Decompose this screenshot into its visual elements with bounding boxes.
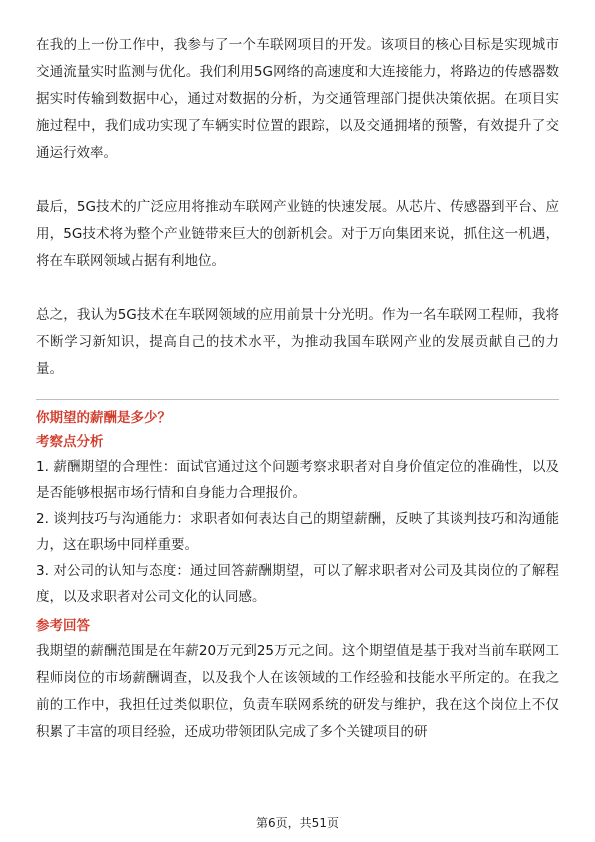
answer-text: 我期望的薪酬范围是在年薪20万元到25万元之间。这个期望值是基于我对当前车联网工程师岗位的市场薪酬调查，以及我个人在该领域的工作经验和技能水平所定的。在我之前的工作中，我担任过类似职位，负责车联网系统的研发与维护，我在这个岗位上不仅积累了丰富的项目经验，还成功带领团队完成了多个关键项目的研 [36,643,559,740]
intro-paragraph-3: 总之，我认为5G技术在车联网领域的应用前景十分光明。作为一名车联网工程师，我将不断学习新知识，提高自己的技术水平，为推动我国车联网产业的发展贡献自己的力量。 [36,307,559,377]
analysis-section [36,430,559,610]
intro-paragraph-1: 在我的上一份工作中，我参与了一个车联网项目的开发。该项目的核心目标是实现城市交通流量实时监测与优化。我们利用5G网络的高速度和大连接能力，将路边的传感器数据实时传输到数据中心，通过对数据的分析，为交通管理部门提供决策依据。在项目实施过程中，我们成功实现了车辆实时位置的跟踪，以及交通拥堵的预警，有效提升了交通运行效率。 [36,37,559,161]
analysis-title: 考察点分析 [36,434,104,450]
paragraph-gap [36,167,559,194]
analysis-item-2: 2. 谈判技巧与沟通能力：求职者如何表达自己的期望薪酬，反映了其谈判技巧和沟通能力，这在职场中同样重要。 [36,511,559,553]
intro-paragraph-2: 最后，5G技术的广泛应用将推动车联网产业链的快速发展。从芯片、传感器到平台、应用，5G技术将为整个产业链带来巨大的创新机会。对于万向集团来说，抓住这一机遇，将在车联网领域占据有利地位。 [36,199,559,269]
document-page [36,32,559,746]
page-footer: 第6页，共51页 [256,816,339,830]
analysis-item-1: 1. 薪酬期望的合理性：面试官通过这个问题考察求职者对自身价值定位的准确性，以及是否能够根据市场行情和自身能力合理报价。 [36,459,559,501]
paragraph-gap [36,275,559,302]
section-divider [36,399,559,400]
answer-title: 参考回答 [36,618,90,634]
analysis-item-3: 3. 对公司的认知与态度：通过回答薪酬期望，可以了解求职者对公司及其岗位的了解程度，以及求职者对公司文化的认同感。 [36,563,559,605]
answer-section [36,614,559,746]
question-heading: 你期望的薪酬是多少？ [36,410,171,426]
